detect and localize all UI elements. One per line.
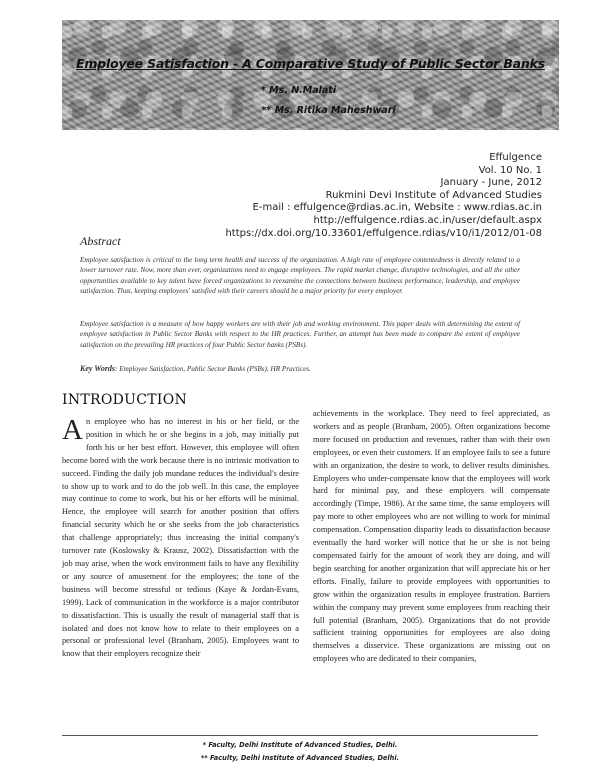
keywords — [80, 364, 311, 373]
keywords-label: Key Words — [80, 364, 116, 373]
intro-text-right: achievements in the workplace. They need to feel appreciated, as workers and as people (Branham, 2005). Often organizations become more focused on production and revenues, rather than with their own employees, or even their customers. If an employee fails to see a future with an organization, the desire to work, to deliver results diminishes. Employers who under-compensate know that the employees will work hard for minimal pay, and these employers will compensate accordingly (Timpe, 1986). At the same time, the same employers will pay more to other employees who are not willing to work for minimal compensation. Compensation disparity leads to dissatisfaction because eventually the hard worker will notice that he or she is not being compensated fairly for the amount of work they are doing, and will begin searching for another organization that will appreciate his or her efforts. Finally, failure to provide employees with opportunities to grow within the organization results in employee frustration. Barriers within the company may prevent some employees from reaching their full potential (Branham, 2005). Organizations that do not provide sufficient training opportunities for employees are also doing themselves a disservice. These organizations are missing out on employees who are dedicated to their companies, — [313, 409, 550, 664]
journal-url: http://effulgence.rdias.ac.in/user/default.aspx — [313, 214, 542, 226]
intro-column-right — [313, 408, 550, 666]
abstract-paragraph-2: Employee satisfaction is a measure of how happy workers are with their job and working environment. This paper deals with determining the extent of employee satisfaction in Public Sector Banks with respect to the HR practices. Further, an attempt has been made to compare the extent of employee satisfaction on the prevailing HR practices of four Public Sector banks (PSBs). — [80, 320, 520, 349]
volume: Vol. 10 No. 1 — [478, 164, 542, 176]
drop-cap: A — [62, 414, 83, 446]
journal-name: Effulgence — [489, 152, 542, 163]
institute: Rukmini Devi Institute of Advanced Studies — [325, 189, 542, 201]
intro-column-left — [62, 416, 299, 661]
author-2: ** Ms. Ritika Maheshwari — [261, 105, 396, 116]
journal-meta — [225, 152, 542, 240]
keywords-value: : Employee Satisfaction, Public Sector Banks (PSBs), HR Practices. — [115, 365, 311, 373]
footnote-1: * Faculty, Delhi Institute of Advanced Studies, Delhi. — [202, 741, 398, 749]
issue-date: January - June, 2012 — [440, 177, 542, 189]
doi-link: https://dx.doi.org/10.33601/effulgence.rdias/v10/i1/2012/01-08 — [225, 227, 542, 239]
paper-title: Employee Satisfaction - A Comparative Study of Public Sector Banks — [76, 56, 545, 71]
intro-text-left: n employee who has no interest in his or her field, or the position in which he or she begins in a job, may initially put forth his or her best effort. However, this employee will often become bored with the work because there is no intrinsic motivation to succeed. Finding the daily job mundane reduces the individual's desire to show up to work and to do the job well. In this case, the employee may continue to come to work, but his or her efforts will be minimal. Hence, the employee will search for another position that offers financial security which he or she seeks from the job characteristics that challenge appropriately; thus increasing the initial company's turnover rate (Koslowsky & Krausz, 2002). Dissatisfaction with the job may arise, when the work environment fails to have any flexibility or any source of amusement for the employees; the tone of the business will become stressful or tedious (Kaye & Jordan-Evans, 1999). Lack of communication in the workforce is a major contributor to dissatisfaction. This is usually the result of managerial staff that is isolated and does not know how to relate to their employees on a personal or professional level (Branham, 2005). Employees want to know that their employers recognize their — [62, 417, 299, 659]
footnote-divider — [62, 735, 538, 736]
contact-line: E-mail : effulgence@rdias.ac.in, Website : www.rdias.ac.in — [252, 202, 542, 214]
abstract-heading: Abstract — [80, 234, 121, 248]
abstract-paragraph-1: Employee satisfaction is critical to the long term health and success of the organization. A high rate of employee contentedness is directly related to a lower turnover rate. Now, more than ever, organizations need to engage employees. The rapid market change, disruptive technologies, and all the other opportunities available to key talent have forced organizations to reexamine the connections between business performance, leadership, and employee satisfaction. Thus, keeping employees' satisfied with their careers should be a major priority for every employer. — [80, 256, 520, 295]
footnote-2: ** Faculty, Delhi Institute of Advanced Studies, Delhi. — [200, 754, 400, 762]
author-1: * Ms. N.Malati — [260, 85, 337, 96]
section-heading-introduction: INTRODUCTION — [62, 392, 188, 408]
